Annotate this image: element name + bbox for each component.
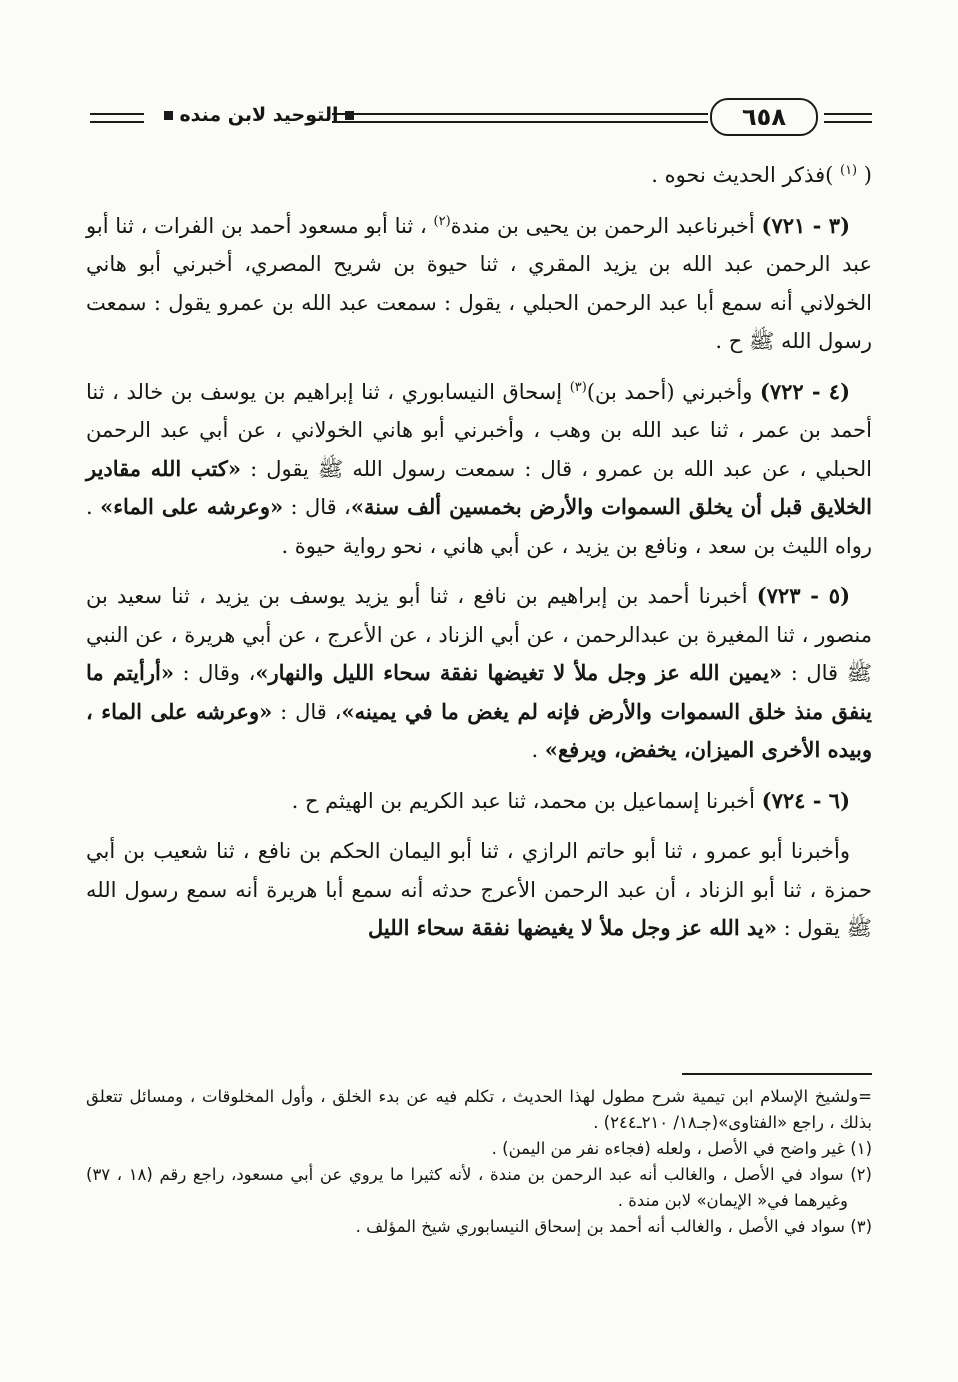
text-segment: ، ثنا أبو مسعود أحمد بن الفرات ، ثنا أبو عبد الرحمن عبد الله بن يزيد المقري ، ثنا حيوة بن شريح المصري، أخبرني أبو هاني الخولاني أنه سمع أبا عبد الرحمن الحبلي ، يقول : سمعت عبد الله بن عمرو يقول : سمعت رسول الله ﷺ ح . [86,213,872,353]
hadith-number: (٤ - ٧٢٢) [759,378,851,404]
text-segment: ، قال : [283,495,351,519]
hadith-quote: «وعرشه على الماء ، وبيده الأخرى الميزان، يخفض، ويرفع» [86,698,872,762]
footnote-continuation: =ولشيخ الإسلام ابن تيمية شرح مطول لهذا الحديث ، تكلم فيه عن بدء الخلق ، وأول المخلوقات ، ومسائل تتعلق بذلك ، راجع «الفتاوى»(جـ١٨/ ٢١٠ـ٢٤٤) . [86,1087,872,1132]
paragraph [86,156,872,195]
footnote-ref: (٢) [433,213,451,229]
text-segment: وأخبرنا أبو عمرو ، ثنا أبو حاتم الرازي ، ثنا أبو اليمان الحكم بن نافع ، ثنا شعيب بن أبي حمزة ، ثنا أبو الزناد ، أن عبد الرحمن الأعرج حدثه أنه سمع أبا هريرة أنه سمع رسول الله ﷺ يقول : [86,839,872,940]
footnote-separator [682,1073,872,1075]
paragraph [86,832,872,948]
text-segment: )فذكر الحديث نحوه . [651,163,840,187]
text-segment: أخبرنا أحمد بن إبراهيم بن نافع ، ثنا أبو يزيد يوسف بن يزيد ، ثنا سعيد بن منصور ، ثنا المغيرة بن عبدالرحمن ، عن أبي الزناد ، عن الأعرج ، عن أبي هريرة ، عن النبي ﷺ قال : [86,584,872,685]
text-segment: . رواه الليث بن سعد ، ونافع بن يزيد ، عن أبي هاني ، نحو رواية حيوة . [86,495,872,558]
text-segment: أخبرنا إسماعيل بن محمد، ثنا عبد الكريم بن الهيثم ح . [291,788,762,813]
square-ornament-icon [164,111,173,120]
hadith-quote: «كتب الله مقادير الخلايق قبل أن يخلق السموات والأرض بخمسين ألف سنة» [86,455,873,519]
hadith-723 [86,577,872,770]
header-rule-left [90,113,144,123]
page-header [90,96,872,140]
footnote-2: (٢) سواد في الأصل ، والغالب أنه عبد الرحمن بن مندة ، لأنه كثيرا ما يروي عن أبي مسعود، راجع رقم (١٨ ، ٣٧) وغيرهما في« الإيمان» لابن مندة . [86,1165,872,1210]
hadith-quote: «وعرشه على الماء» [100,494,284,519]
footnote-3: (٣) سواد في الأصل ، والغالب أنه أحمد بن إسحاق النيسابوري شيخ المؤلف . [355,1217,872,1236]
hadith-number: (٥ - ٧٢٣) [756,583,851,608]
header-rule-right [824,113,872,123]
running-title [148,100,370,130]
text-segment: ، قال : [272,699,342,724]
hadith-number: (٣ - ٧٢١) [761,212,850,238]
hadith-721 [86,207,872,361]
hadith-722 [86,373,872,566]
square-ornament-icon [345,111,354,120]
book-title: التوحيد لابن منده [179,104,339,126]
text-segment: ، وقال : [173,661,256,685]
hadith-724 [86,782,872,821]
hadith-quote: «أرأيتم ما ينفق منذ خلق السموات والأرض فإنه لم يغض ما في يمينه» [86,660,872,724]
hadith-number: (٦ - ٧٢٤) [761,787,850,813]
header-rule-middle [332,113,708,123]
hadith-quote: «يمين الله عز وجل ملأ لا تغيضها نفقة سحاء الليل والنهار» [255,660,783,685]
footnotes [86,1084,872,1240]
text-segment: . [531,738,545,762]
footnote-1: (١) غير واضح في الأصل ، ولعله (فجاءه نفر من اليمن) . [491,1139,872,1158]
text-segment: وأخبرني (أحمد بن) [586,379,760,404]
text-segment: ( [857,163,872,187]
footnote-ref: (١) [839,163,858,178]
hadith-quote: «يد الله عز وجل ملأ لا يغيضها نفقة سحاء الليل [368,915,777,940]
main-text [86,156,872,960]
footnote-ref: (٣) [569,379,587,395]
text-segment: إسحاق النيسابوري ، ثنا إبراهيم بن يوسف بن خالد ، ثنا أحمد بن عمر ، ثنا عبد الله بن وهب ، وأخبرني أبو هاني الخولاني ، عن أبي عبد الرحمن الحبلي ، عن عبد الله بن عمرو ، قال : سمعت رسول الله ﷺ يقول : [86,379,872,481]
text-segment: أخبرناعبد الرحمن بن يحيى بن مندة [450,213,762,238]
page-number: ٦٥٨ [710,98,818,136]
